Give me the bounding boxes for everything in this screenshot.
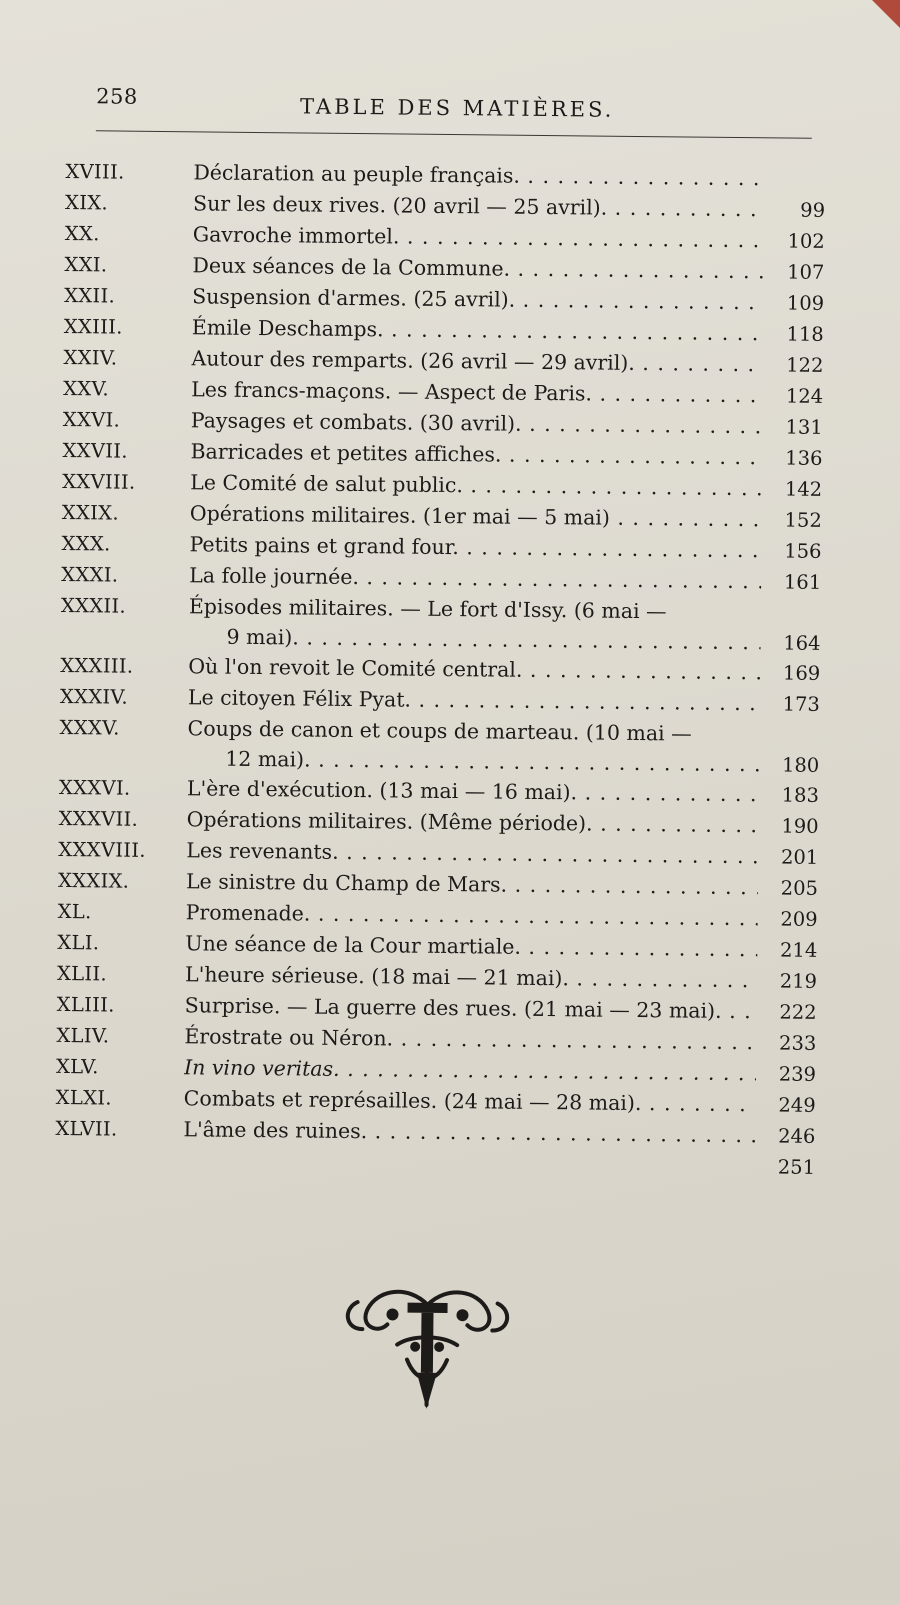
toc-entry — [60, 590, 821, 658]
chapter-title: Combats et représailles. (24 mai — 28 mai). . . . — [184, 1083, 756, 1120]
page-reference: 136 — [785, 446, 823, 470]
page-reference: 122 — [786, 353, 824, 377]
chapter-numeral: XXXIV. — [59, 684, 129, 709]
chapter-numeral: XLVII. — [55, 1116, 118, 1141]
page-reference: 205 — [780, 876, 819, 900]
chapter-numeral: XXVIII. — [62, 469, 136, 494]
chapter-numeral: XLII. — [56, 961, 108, 986]
chapter-title: Sur les deux rives. (20 avril — 25 avril). . . . — [193, 188, 765, 225]
chapter-numeral: XXXIX. — [57, 868, 130, 893]
chapter-numeral: XXX. — [61, 531, 111, 556]
chapter-title: Opérations militaires. (1er mai — 5 mai) . . . — [190, 498, 762, 535]
chapter-numeral: XL. — [57, 899, 92, 924]
chapter-numeral: XXI. — [64, 252, 108, 277]
page-header — [90, 84, 810, 132]
chapter-numeral: XVIII. — [65, 159, 125, 184]
page-reference: 99 — [800, 198, 826, 222]
chapter-numeral: XXXVI. — [58, 775, 131, 800]
chapter-title: Petits pains et grand four. . . . — [189, 529, 761, 566]
page-reference: 209 — [780, 907, 818, 931]
page-reference: 239 — [778, 1062, 817, 1086]
page-reference: 190 — [781, 814, 819, 838]
chapter-title: Surprise. — La guerre des rues. (21 mai — 23 mai). . . . — [185, 990, 757, 1027]
page-reference: 201 — [780, 845, 819, 869]
table-of-contents — [55, 156, 826, 1183]
page-reference: 183 — [781, 783, 820, 807]
page-reference: 233 — [778, 1031, 817, 1055]
chapter-title: Les revenants. . . . — [186, 835, 758, 872]
page-reference: 152 — [784, 508, 822, 532]
chapter-title: Paysages et combats. (30 avril). . . . — [191, 405, 763, 442]
page-reference: 124 — [785, 384, 824, 408]
chapter-title: Barricades et petites affiches. . . . — [190, 436, 762, 473]
chapter-numeral: XIX. — [64, 190, 109, 215]
chapter-title-continuation: 12 mai). . . . — [187, 743, 759, 779]
running-title: TABLE DES MATIÈRES. — [300, 94, 615, 122]
chapter-title: Émile Deschamps. . . . — [192, 312, 764, 349]
page-reference: 249 — [778, 1093, 816, 1117]
page-reference: 131 — [785, 415, 823, 439]
chapter-title: Déclaration au peuple français. . . . — [193, 157, 765, 194]
page-reference: 180 — [781, 753, 820, 777]
chapter-title: Le citoyen Félix Pyat. . . . — [188, 682, 760, 719]
chapter-numeral: XXIV. — [63, 345, 118, 370]
chapter-title: Gavroche immortel. . . . — [193, 219, 765, 256]
chapter-numeral: XLIII. — [56, 992, 115, 1017]
fleuron-ornament-icon — [336, 1284, 517, 1416]
chapter-numeral: XXII. — [64, 283, 116, 308]
chapter-title — [188, 591, 761, 657]
chapter-title: Une séance de la Cour martiale. . . . — [185, 928, 757, 965]
page-reference: 219 — [779, 969, 818, 993]
chapter-title: La folle journée. . . . — [189, 560, 761, 597]
chapter-numeral: XXV. — [63, 376, 110, 401]
chapter-title: L'ère d'exécution. (13 mai — 16 mai). . . . — [187, 773, 759, 810]
chapter-numeral: XX. — [64, 221, 100, 246]
page-reference: 251 — [777, 1155, 816, 1179]
chapter-numeral: XXXIII. — [60, 653, 134, 678]
chapter-title: Les francs-maçons. — Aspect de Paris. . . . — [191, 374, 763, 411]
toc-entry — [55, 1144, 815, 1183]
page-reference: 102 — [787, 229, 825, 253]
chapter-numeral: XLIV. — [56, 1023, 110, 1048]
page-reference: 246 — [778, 1124, 816, 1148]
chapter-title-continuation: 9 mai). . . . — [188, 621, 760, 657]
chapter-numeral: XXXI. — [61, 562, 119, 587]
chapter-title: Promenade. . . . — [186, 897, 758, 934]
toc-entry — [59, 712, 820, 780]
page-reference: 222 — [779, 1000, 817, 1024]
header-rule — [96, 130, 812, 138]
chapter-title: L'âme des ruines. . . . — [183, 1114, 755, 1151]
chapter-title — [187, 713, 760, 779]
chapter-numeral: XXXV. — [59, 715, 120, 740]
page-reference: 156 — [784, 539, 822, 563]
chapter-numeral: XXXII. — [60, 593, 127, 618]
chapter-title-line: Épisodes militaires. — Le fort d'Issy. (6 mai — — [188, 594, 667, 624]
chapter-numeral: XLI. — [57, 930, 100, 955]
chapter-title: Où l'on revoit le Comité central. . . . — [188, 651, 760, 688]
page-reference: 107 — [787, 260, 825, 284]
page-reference: 173 — [782, 692, 821, 716]
chapter-numeral: XXXVII. — [58, 806, 139, 831]
page-reference: 164 — [783, 631, 821, 655]
chapter-title: Suspension d'armes. (25 avril). . . . — [192, 281, 764, 318]
chapter-title: Deux séances de la Commune. . . . — [192, 250, 764, 287]
page-reference: 109 — [786, 291, 825, 315]
page-reference: 142 — [784, 477, 823, 501]
chapter-title: L'heure sérieuse. (18 mai — 21 mai). . . . — [185, 959, 757, 996]
chapter-numeral: XXXVIII. — [58, 837, 146, 862]
chapter-title: Le sinistre du Champ de Mars. . . . — [186, 866, 758, 903]
chapter-title: Opérations militaires. (Même période). . . . — [186, 804, 758, 841]
page-reference: 118 — [786, 322, 824, 346]
chapter-title-line: Coups de canon et coups de marteau. (10 mai — — [187, 716, 692, 746]
chapter-title: Autour des remparts. (26 avril — 29 avril). . . . — [191, 343, 763, 380]
chapter-title: Le Comité de salut public. . . . — [190, 467, 762, 504]
chapter-numeral: XXVI. — [62, 407, 121, 432]
chapter-title: Érostrate ou Néron. . . . — [184, 1021, 756, 1058]
chapter-numeral: XXVII. — [62, 438, 128, 463]
chapter-numeral: XLXI. — [55, 1085, 112, 1110]
chapter-numeral: XLV. — [55, 1054, 99, 1079]
page-reference: 214 — [779, 938, 818, 962]
page-reference: 169 — [782, 661, 821, 685]
chapter-title: In vino veritas. . . . — [184, 1052, 756, 1089]
page-reference: 161 — [783, 570, 822, 594]
chapter-numeral — [55, 1144, 175, 1145]
chapter-numeral: XXIII. — [63, 314, 123, 339]
page-number: 258 — [96, 84, 138, 109]
chapter-numeral: XXIX. — [61, 500, 120, 525]
page-reference — [774, 163, 826, 164]
